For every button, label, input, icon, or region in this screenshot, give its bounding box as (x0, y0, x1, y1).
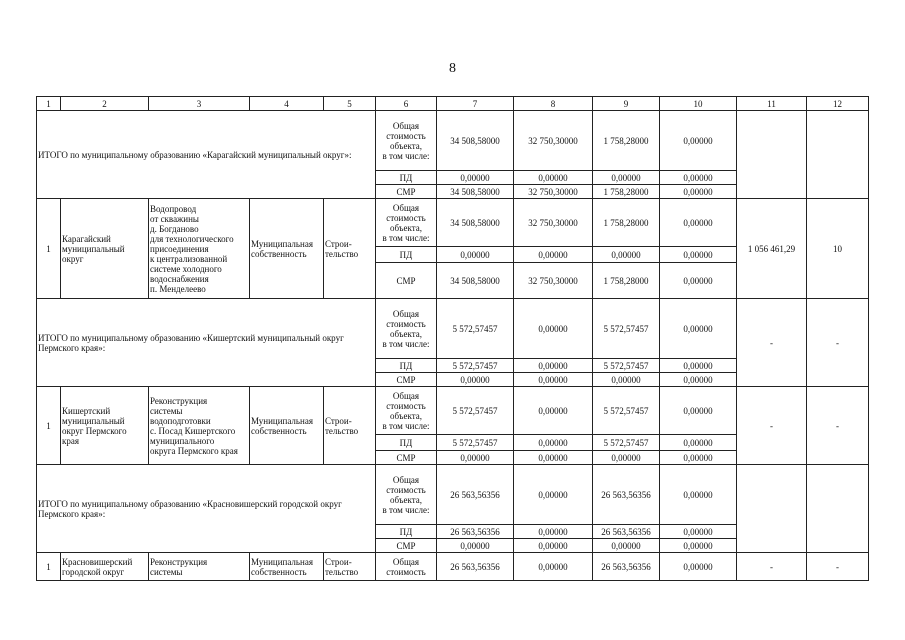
amount-cell: 0,00000 (514, 539, 593, 553)
amount-cell: 1 758,28000 (593, 111, 660, 171)
amount-cell: 0,00000 (660, 199, 737, 247)
amount-cell: 0,00000 (593, 539, 660, 553)
itogo-row (37, 111, 869, 171)
work-type-cell: Строи- тельство (324, 199, 376, 299)
object-row (37, 199, 869, 247)
col-header: 3 (149, 97, 250, 111)
col-header: 1 (37, 97, 61, 111)
object-description: Водопровод от скважины д. Богданово для технологического присоединения к централизованной системе холодного водоснабжения п. Менделеево (149, 199, 250, 299)
col11-cell (737, 465, 807, 553)
amount-cell: 0,00000 (514, 387, 593, 435)
amount-cell: 32 750,30000 (514, 185, 593, 199)
amount-cell: 0,00000 (593, 171, 660, 185)
amount-cell: 26 563,56356 (593, 553, 660, 581)
itogo-row (37, 299, 869, 359)
object-description: Реконструкция системы водоподготовки с. Посад Кишертского муниципального округа Пермского края (149, 387, 250, 465)
amount-cell: 0,00000 (514, 171, 593, 185)
col-header: 6 (376, 97, 437, 111)
amount-cell: 0,00000 (437, 539, 514, 553)
row-label: ПД (376, 359, 437, 373)
row-label: СМР (376, 263, 437, 299)
row-label: Общая стоимость объекта, в том числе: (376, 299, 437, 359)
amount-cell: 0,00000 (593, 451, 660, 465)
amount-cell: 0,00000 (514, 247, 593, 263)
work-type-cell: Строи- тельство (324, 387, 376, 465)
amount-cell: 0,00000 (660, 185, 737, 199)
row-label: ПД (376, 171, 437, 185)
col11-cell (737, 111, 807, 199)
amount-cell: 0,00000 (660, 465, 737, 525)
work-type-cell: Строи- тельство (324, 553, 376, 581)
amount-cell: 5 572,57457 (593, 359, 660, 373)
row-label: Общая стоимость объекта, в том числе: (376, 465, 437, 525)
amount-cell: 0,00000 (660, 299, 737, 359)
amount-cell: 1 758,28000 (593, 185, 660, 199)
amount-cell: 5 572,57457 (437, 435, 514, 451)
municipality-name: Карагайский муниципальный округ (61, 199, 149, 299)
amount-cell: 26 563,56356 (437, 465, 514, 525)
col12-cell (807, 465, 869, 553)
amount-cell: 0,00000 (514, 553, 593, 581)
amount-cell: 0,00000 (514, 451, 593, 465)
col-header: 5 (324, 97, 376, 111)
amount-cell: 0,00000 (514, 465, 593, 525)
row-label: ПД (376, 247, 437, 263)
amount-cell: 0,00000 (437, 373, 514, 387)
col-header: 11 (737, 97, 807, 111)
amount-cell: 5 572,57457 (593, 435, 660, 451)
amount-cell: 0,00000 (437, 451, 514, 465)
page-number: 8 (449, 61, 456, 76)
amount-cell: 32 750,30000 (514, 263, 593, 299)
amount-cell: 0,00000 (660, 263, 737, 299)
amount-cell: 0,00000 (660, 111, 737, 171)
amount-cell: 0,00000 (514, 525, 593, 539)
amount-cell: 0,00000 (514, 359, 593, 373)
municipality-name: Кишертский муниципальный округ Пермского края (61, 387, 149, 465)
row-label: СМР (376, 539, 437, 553)
amount-cell: 5 572,57457 (593, 299, 660, 359)
header-row (37, 97, 869, 111)
itogo-row (37, 465, 869, 525)
row-label: Общая стоимость объекта, в том числе: (376, 111, 437, 171)
ownership-cell: Муниципальная собственность (250, 199, 324, 299)
amount-cell: 26 563,56356 (593, 525, 660, 539)
amount-cell: 5 572,57457 (593, 387, 660, 435)
row-label: ПД (376, 435, 437, 451)
object-number: 1 (37, 387, 61, 465)
col11-cell: - (737, 299, 807, 387)
object-number: 1 (37, 199, 61, 299)
amount-cell: 0,00000 (514, 373, 593, 387)
amount-cell: 0,00000 (660, 359, 737, 373)
amount-cell: 26 563,56356 (593, 465, 660, 525)
col-header: 10 (660, 97, 737, 111)
object-row (37, 553, 869, 581)
amount-cell: 32 750,30000 (514, 199, 593, 247)
object-description: Реконструкция системы (149, 553, 250, 581)
row-label: ПД (376, 525, 437, 539)
itogo-label: ИТОГО по муниципальному образованию «Красновишерский городской округ Пермского края»: (37, 465, 376, 553)
amount-cell: 1 758,28000 (593, 263, 660, 299)
row-label: СМР (376, 185, 437, 199)
municipality-name: Красновишерский городской округ (61, 553, 149, 581)
amount-cell: 0,00000 (660, 247, 737, 263)
amount-cell: 5 572,57457 (437, 359, 514, 373)
row-label: СМР (376, 373, 437, 387)
col12-cell: - (807, 387, 869, 465)
ownership-cell: Муниципальная собственность (250, 553, 324, 581)
col12-cell: - (807, 299, 869, 387)
itogo-label: ИТОГО по муниципальному образованию «Карагайский муниципальный округ»: (37, 111, 376, 199)
amount-cell: 0,00000 (437, 171, 514, 185)
amount-cell: 34 508,58000 (437, 111, 514, 171)
amount-cell: 1 758,28000 (593, 199, 660, 247)
amount-cell: 32 750,30000 (514, 111, 593, 171)
amount-cell: 0,00000 (514, 435, 593, 451)
amount-cell: 0,00000 (660, 525, 737, 539)
col12-cell (807, 111, 869, 199)
col11-cell: - (737, 387, 807, 465)
amount-cell: 0,00000 (660, 539, 737, 553)
amount-cell: 0,00000 (660, 373, 737, 387)
table-body (37, 97, 869, 581)
budget-table (36, 96, 869, 581)
amount-cell: 0,00000 (437, 247, 514, 263)
itogo-label: ИТОГО по муниципальному образованию «Кишертский муниципальный округ Пермского края»: (37, 299, 376, 387)
col-header: 7 (437, 97, 514, 111)
amount-cell: 0,00000 (660, 171, 737, 185)
object-number: 1 (37, 553, 61, 581)
amount-cell: 0,00000 (593, 373, 660, 387)
amount-cell: 34 508,58000 (437, 199, 514, 247)
col-header: 9 (593, 97, 660, 111)
col12-cell: - (807, 553, 869, 581)
row-label: Общая стоимость объекта, в том числе: (376, 199, 437, 247)
col11-cell: 1 056 461,29 (737, 199, 807, 299)
col12-cell: 10 (807, 199, 869, 299)
amount-cell: 0,00000 (660, 553, 737, 581)
row-label: СМР (376, 451, 437, 465)
amount-cell: 0,00000 (660, 387, 737, 435)
object-row (37, 387, 869, 435)
amount-cell: 0,00000 (514, 299, 593, 359)
col-header: 8 (514, 97, 593, 111)
amount-cell: 34 508,58000 (437, 263, 514, 299)
amount-cell: 0,00000 (660, 435, 737, 451)
amount-cell: 26 563,56356 (437, 553, 514, 581)
amount-cell: 5 572,57457 (437, 299, 514, 359)
col11-cell: - (737, 553, 807, 581)
col-header: 4 (250, 97, 324, 111)
amount-cell: 5 572,57457 (437, 387, 514, 435)
ownership-cell: Муниципальная собственность (250, 387, 324, 465)
col-header: 2 (61, 97, 149, 111)
amount-cell: 0,00000 (593, 247, 660, 263)
row-label: Общая стоимость объекта, в том числе: (376, 387, 437, 435)
col-header: 12 (807, 97, 869, 111)
amount-cell: 0,00000 (660, 451, 737, 465)
row-label: Общая стоимость (376, 553, 437, 581)
amount-cell: 26 563,56356 (437, 525, 514, 539)
amount-cell: 34 508,58000 (437, 185, 514, 199)
